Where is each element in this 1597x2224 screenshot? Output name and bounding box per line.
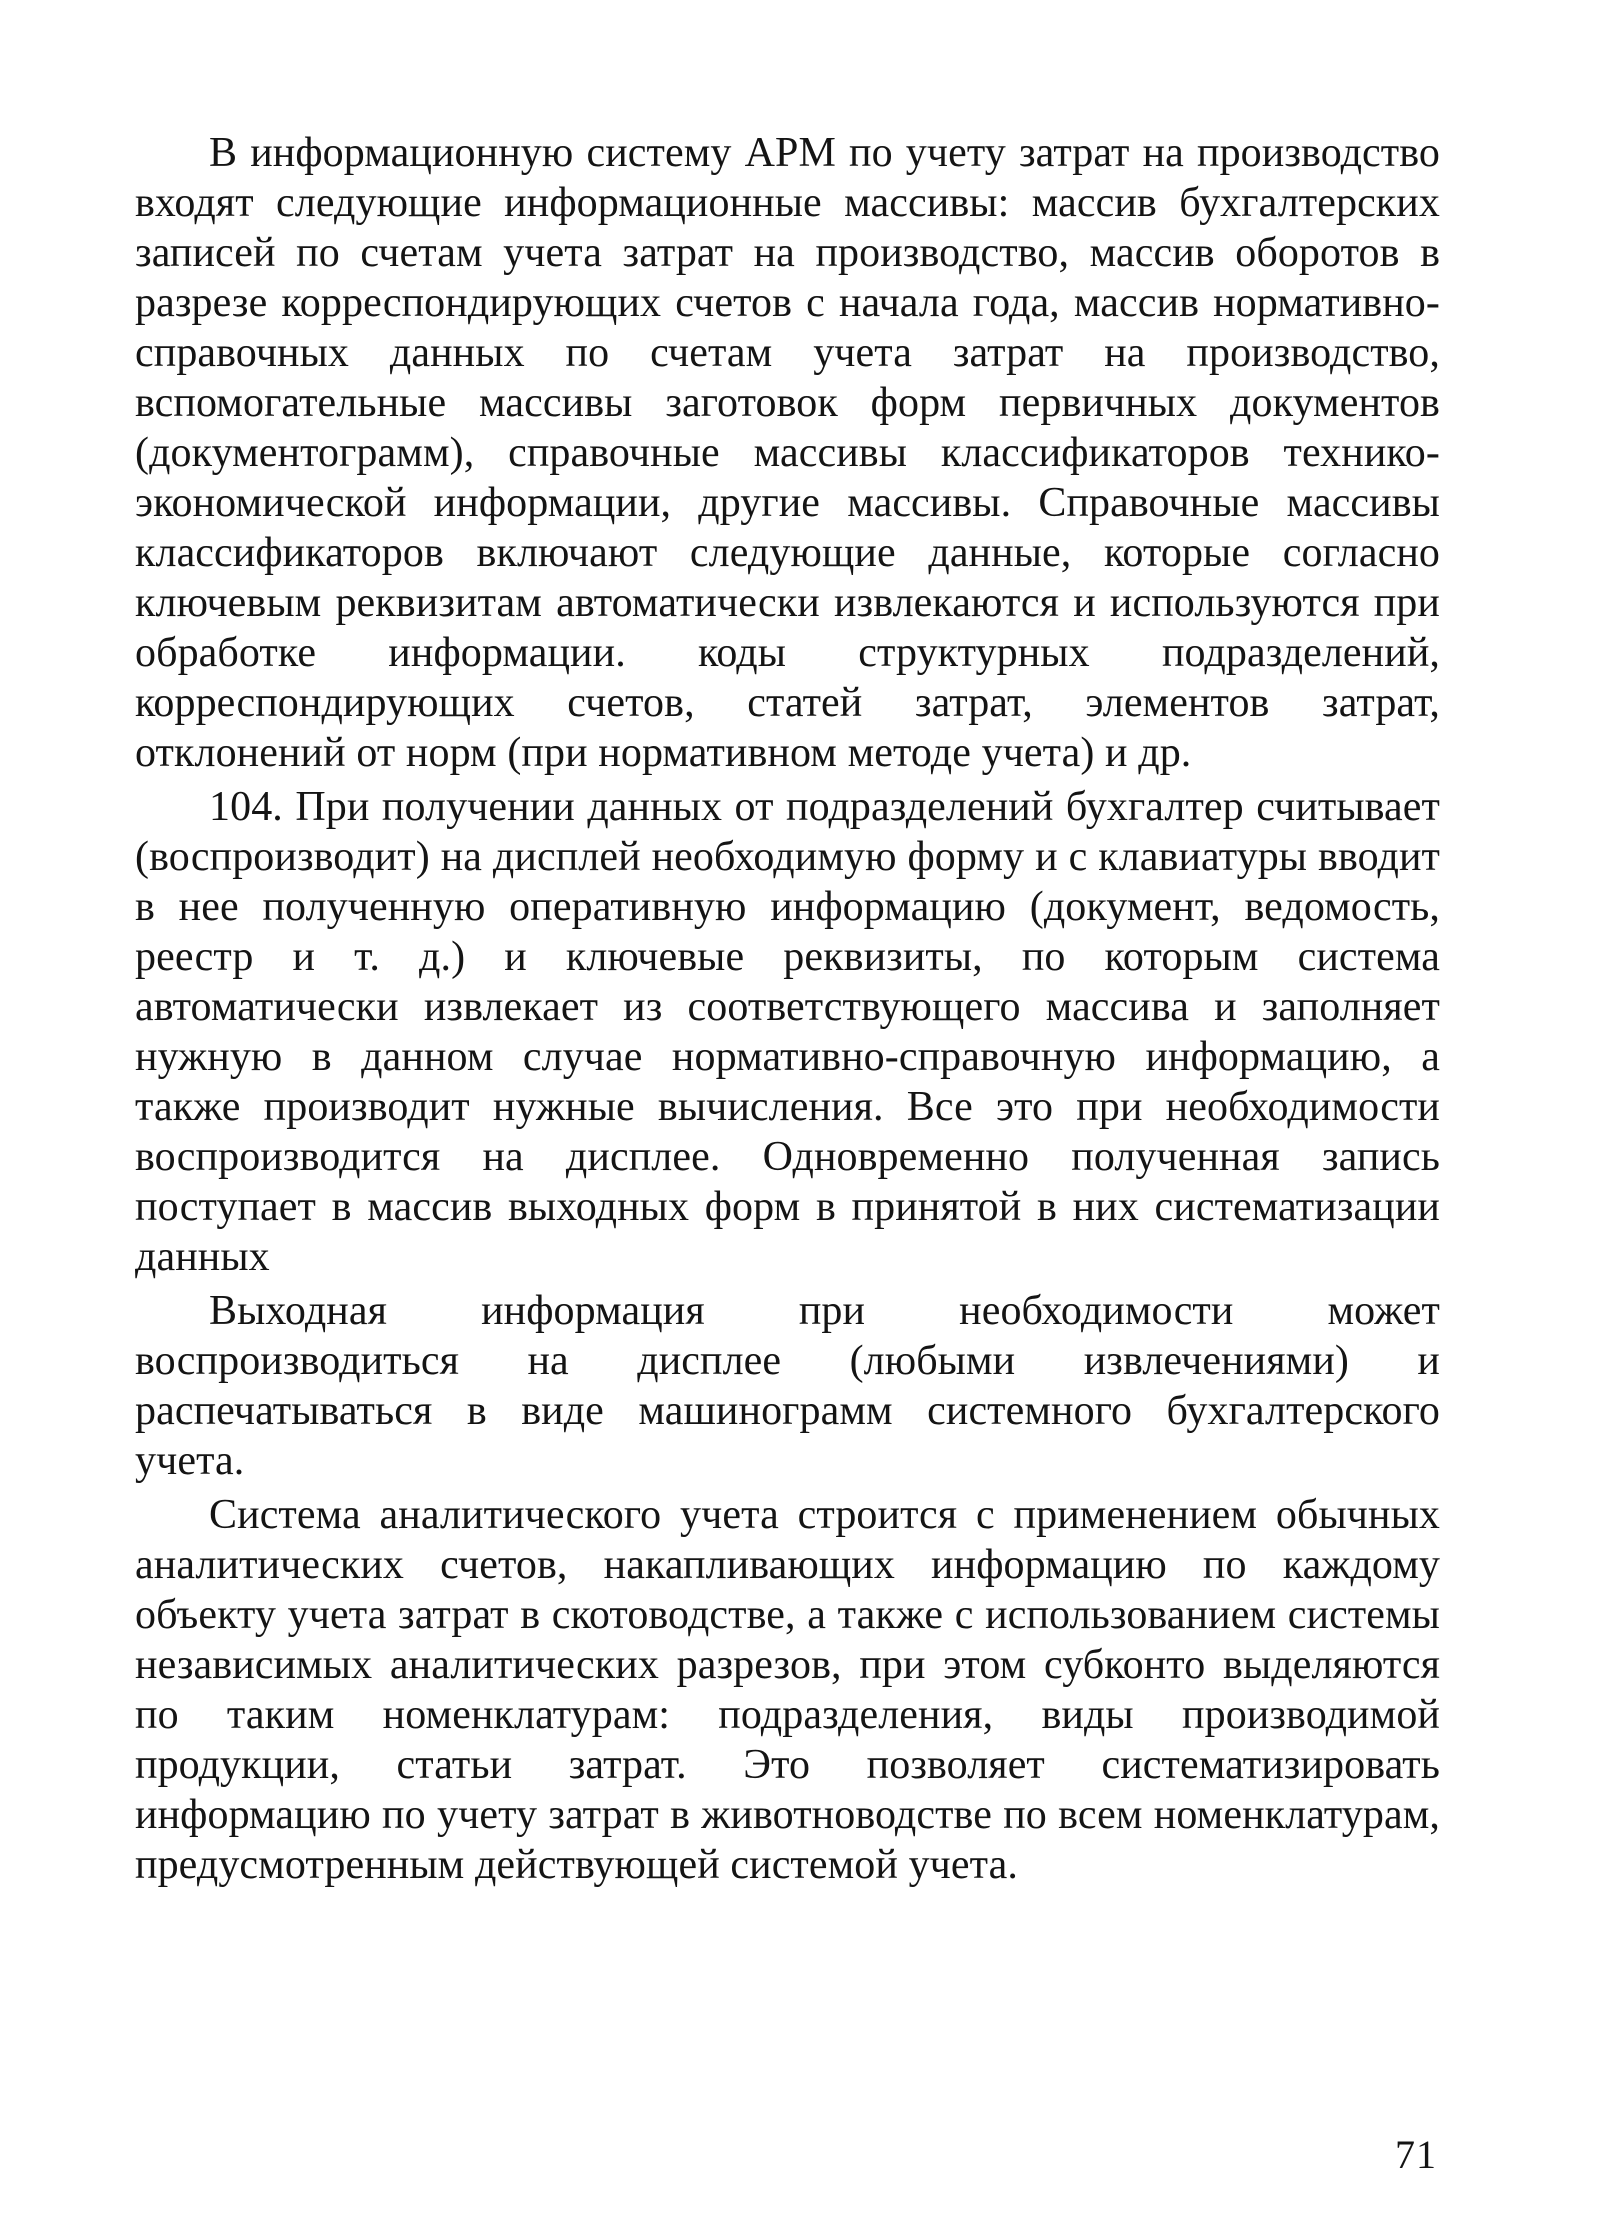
paragraph-arm-arrays: В информационную систему АРМ по учету затрат на производство входят следующие информационные массивы: массив бухгалтерских записей по счетам учета затрат на производство, массив оборотов в разрезе корреспондирующих счетов с начала года, массив нормативно-справочных данных по счетам учета затрат на производство, вспомогательные массивы заготовок форм первичных документов (документограмм), справочные массивы классификаторов технико-экономической информации, другие массивы. Справочные массивы классификаторов включают следующие данные, которые согласно ключевым реквизитам автоматически извлекаются и используются при обработке информации. коды структурных подразделений, корреспондирующих счетов, статей затрат, элементов затрат, отклонений от норм (при нормативном методе учета) и др. [135,130,1440,776]
page-body [135,128,1440,2098]
paragraph-104-data-entry: 104. При получении данных от подразделений бухгалтер считывает (воспроизводит) на дисплей необходимую форму и с клавиатуры вводит в нее полученную оперативную информацию (документ, ведомость, реестр и т. д.) и ключевые реквизиты, по которым система автоматически извлекает из соответствующего массива и заполняет нужную в данном случае нормативно-справочную информацию, а также производит нужные вычисления. Все это при необходимости воспроизводится на дисплее. Одновременно полученная запись поступает в массив выходных форм в принятой в них систематизации данных [135,784,1440,1280]
paragraph-analytical-accounting: Система аналитического учета строится с применением обычных аналитических счетов, накапливающих информацию по каждому объекту учета затрат в скотоводстве, а также с использованием системы независимых аналитических разрезов, при этом субконто выделяются по таким номенклатурам: подразделения, виды производимой продукции, статьи затрат. Это позволяет систематизировать информацию по учету затрат в животноводстве по всем номенклатурам, предусмотренным действующей системой учета. [135,1492,1440,1888]
paragraph-output-information: Выходная информация при необходимости может воспроизводиться на дисплее (любыми извлечениями) и распечатываться в виде машинограмм системного бухгалтерского учета. [135,1288,1440,1484]
page-number: 71 [1395,2132,1437,2177]
